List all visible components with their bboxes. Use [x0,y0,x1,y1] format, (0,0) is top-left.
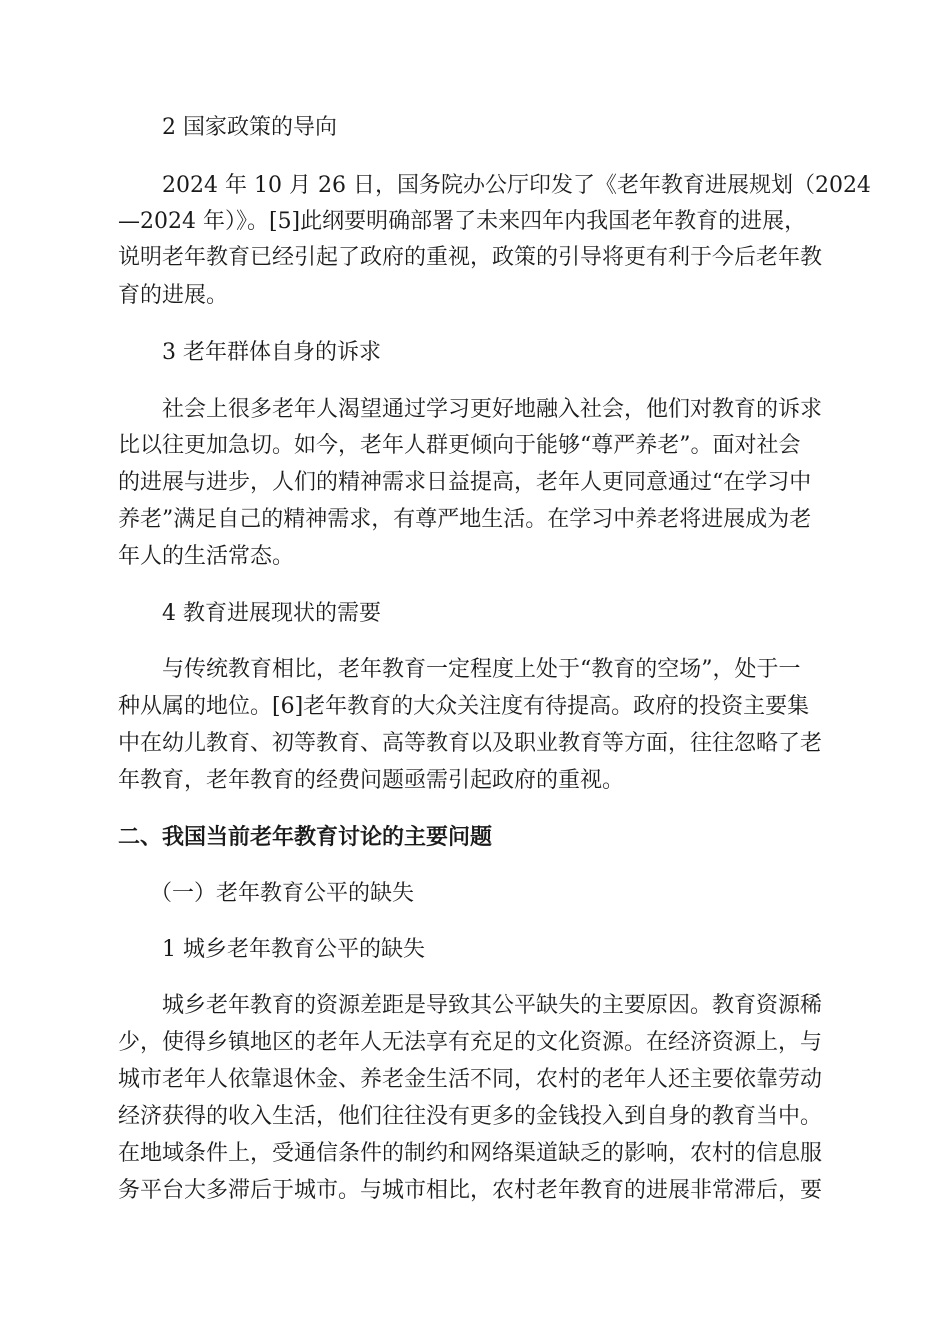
paragraph-line: 务平台大多滞后于城市。与城市相比，农村老年教育的进展非常滞后，要 [118,1178,823,1203]
paragraph-line: 种从属的地位。[6]老年教育的大众关注度有待提高。政府的投资主要集 [118,694,810,719]
paragraph-line: 城市老年人依靠退休金、养老金生活不同，农村的老年人还主要依靠劳动 [118,1067,823,1092]
paragraph-line: 在地域条件上，受通信条件的制约和网络渠道缺乏的影响，农村的信息服 [118,1141,823,1166]
paragraph-line: 养老”满足自己的精神需求，有尊严地生活。在学习中养老将进展成为老 [118,507,812,532]
item-heading-urban-rural: 1 城乡老年教育公平的缺失 [162,937,425,962]
paragraph-line: 2024 年 10 月 26 日，国务院办公厅印发了《老年教育进展规划（2024 [162,173,871,198]
paragraph-line: 说明老年教育已经引起了政府的重视，政策的引导将更有利于今后老年教 [118,245,823,270]
paragraph-line: 年教育，老年教育的经费问题亟需引起政府的重视。 [118,768,625,793]
section-heading-education-status: 4 教育进展现状的需要 [162,601,381,626]
paragraph-line: 城乡老年教育的资源差距是导致其公平缺失的主要原因。教育资源稀 [162,993,823,1018]
section-heading-elderly-demand: 3 老年群体自身的诉求 [162,340,381,365]
paragraph-line: 经济获得的收入生活，他们往往没有更多的金钱投入到自身的教育当中。 [118,1104,823,1129]
paragraph-line: 育的进展。 [118,283,229,308]
paragraph-line: 与传统教育相比，老年教育一定程度上处于“教育的空场”，处于一 [162,657,801,682]
paragraph-line: —2024 年）》。[5]此纲要明确部署了未来四年内我国老年教育的进展， [118,209,807,234]
section-heading-policy: 2 国家政策的导向 [162,115,337,140]
paragraph-line: 的进展与进步，人们的精神需求日益提高，老年人更同意通过“在学习中 [118,470,812,495]
subsection-heading-equity: （一）老年教育公平的缺失 [150,881,415,906]
paragraph-line: 社会上很多老年人渴望通过学习更好地融入社会，他们对教育的诉求 [162,397,823,422]
part-heading-main-issues: 二、我国当前老年教育讨论的主要问题 [118,825,493,850]
paragraph-line: 中在幼儿教育、初等教育、高等教育以及职业教育等方面，往往忽略了老 [118,731,823,756]
paragraph-line: 年人的生活常态。 [118,544,295,569]
paragraph-line: 少，使得乡镇地区的老年人无法享有充足的文化资源。在经济资源上，与 [118,1030,823,1055]
paragraph-line: 比以往更加急切。如今，老年人群更倾向于能够“尊严养老”。面对社会 [118,433,801,458]
